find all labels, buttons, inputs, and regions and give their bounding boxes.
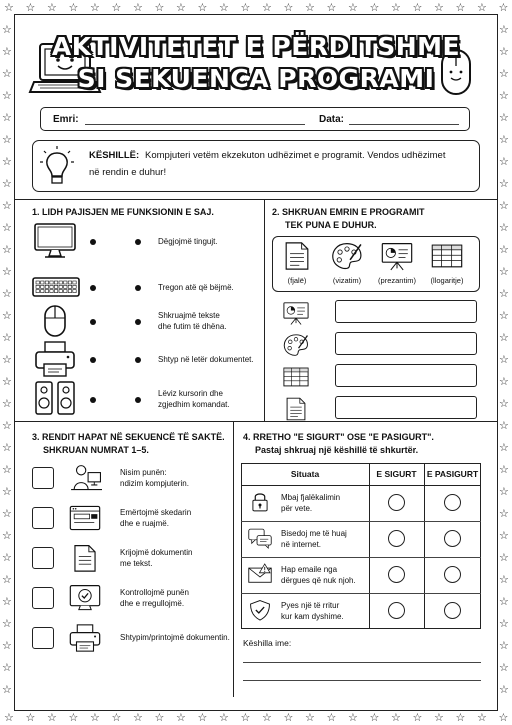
border-star: ☆ (2, 485, 12, 498)
table-column-header: E SIGURT (376, 469, 417, 479)
border-star: ☆ (434, 1, 444, 14)
border-star: ☆ (2, 133, 12, 146)
function-text: zgjedhim komandat. (158, 400, 230, 409)
step-number-box[interactable] (32, 547, 54, 569)
table-col-rule (369, 463, 370, 629)
border-star: ☆ (499, 441, 509, 454)
border-star: ☆ (499, 45, 509, 58)
border-star: ☆ (499, 397, 509, 410)
table-col-rule (424, 463, 425, 629)
border-star: ☆ (2, 221, 12, 234)
border-star: ☆ (25, 711, 36, 724)
shield-check-icon (247, 598, 273, 622)
page-title-line2: SI SEKUENCA PROGRAMI (77, 64, 435, 93)
save-window-icon (68, 503, 102, 533)
border-star: ☆ (176, 711, 186, 724)
safe-choice-circle[interactable] (388, 494, 405, 511)
border-star: ☆ (47, 1, 57, 14)
divider-top (15, 199, 497, 200)
mouse-icon (32, 302, 78, 340)
step-number-box[interactable] (32, 587, 54, 609)
unsafe-choice-circle[interactable] (444, 566, 461, 583)
step-text: dhe e rregullojmë. (120, 599, 185, 608)
border-star: ☆ (197, 711, 208, 724)
table-header-rule (241, 485, 481, 486)
advice-label: Këshilla ime: (243, 638, 292, 648)
monitor-icon (32, 222, 78, 260)
palette-icon (330, 241, 364, 271)
divider-middle (15, 421, 497, 422)
border-star: ☆ (2, 661, 12, 674)
border-star: ☆ (2, 23, 12, 36)
document-icon (282, 396, 310, 422)
program-label: (vizatim) (332, 276, 362, 285)
border-star: ☆ (262, 1, 272, 14)
border-star: ☆ (2, 419, 12, 432)
table-row-rule (241, 521, 481, 522)
border-star: ☆ (2, 595, 12, 608)
lock-icon (247, 490, 273, 514)
match-dot-left[interactable] (90, 397, 96, 403)
situation-text: kur kam dyshime. (281, 612, 344, 621)
border-star: ☆ (176, 1, 186, 14)
function-text: Tregon atë që bëjmë. (158, 283, 234, 292)
program-label: (prezantim) (378, 276, 416, 285)
date-label: Data: (319, 114, 345, 125)
match-dot-left[interactable] (90, 239, 96, 245)
border-star: ☆ (499, 639, 509, 652)
border-star: ☆ (219, 1, 229, 14)
printer-icon (32, 340, 78, 378)
match-dot-right[interactable] (135, 239, 141, 245)
function-text: dhe futim të dhëna. (158, 322, 227, 331)
border-star: ☆ (499, 529, 509, 542)
border-star: ☆ (499, 309, 509, 322)
situation-text: Mbaj fjalëkalimin (281, 493, 341, 502)
step-text: Krijojmë dokumentin (120, 548, 193, 557)
safe-choice-circle[interactable] (388, 530, 405, 547)
program-answer-field[interactable] (335, 364, 477, 387)
border-star: ☆ (499, 111, 509, 124)
border-star: ☆ (2, 177, 12, 190)
border-star: ☆ (369, 1, 380, 14)
border-star: ☆ (2, 463, 12, 476)
border-star: ☆ (2, 89, 12, 102)
situation-text: Pyes një të rritur (281, 601, 340, 610)
border-star: ☆ (90, 711, 100, 724)
border-star: ☆ (2, 639, 12, 652)
border-star: ☆ (499, 23, 509, 36)
step-number-box[interactable] (32, 507, 54, 529)
border-star: ☆ (2, 529, 12, 542)
function-text: Dëgjojmë tingujt. (158, 237, 218, 246)
border-star: ☆ (4, 1, 14, 14)
situation-text: dërgues që nuk njoh. (281, 576, 356, 585)
document-icon (280, 241, 314, 271)
border-star: ☆ (2, 111, 12, 124)
match-dot-left[interactable] (90, 285, 96, 291)
border-star: ☆ (2, 683, 12, 696)
match-dot-right[interactable] (135, 397, 141, 403)
border-star: ☆ (348, 711, 358, 724)
border-star: ☆ (2, 375, 12, 388)
border-star: ☆ (2, 199, 12, 212)
border-star: ☆ (25, 1, 36, 14)
check-screen-icon (68, 583, 102, 613)
tip-text-line1: Kompjuteri vetëm ekzekuton udhëzimet e programit. Vendos udhëzimet (145, 150, 446, 161)
border-star: ☆ (498, 711, 509, 724)
border-star: ☆ (455, 1, 466, 14)
border-star: ☆ (499, 155, 509, 168)
section3-heading-line2: SHKRUAN NUMRAT 1–5. (43, 445, 149, 455)
border-star: ☆ (305, 1, 315, 14)
step-text: ndizim kompjuterin. (120, 479, 189, 488)
presentation-icon (282, 300, 310, 326)
situation-text: për vete. (281, 504, 313, 513)
border-star: ☆ (369, 711, 380, 724)
section1-heading: 1. LIDH PAJISJEN ME FUNKSIONIN E SAJ. (32, 207, 214, 217)
advice-line-2[interactable] (243, 680, 481, 681)
situation-text: Hap emaile nga (281, 565, 338, 574)
step-number-box[interactable] (32, 467, 54, 489)
step-number-box[interactable] (32, 627, 54, 649)
name-label: Emri: (53, 114, 79, 125)
spreadsheet-icon (430, 241, 464, 271)
program-answer-field[interactable] (335, 332, 477, 355)
program-label: (fjalë) (287, 276, 307, 285)
border-star: ☆ (499, 89, 509, 102)
border-star: ☆ (499, 507, 509, 520)
border-star: ☆ (2, 397, 12, 410)
function-text: Shkruajmë tekste (158, 311, 220, 320)
border-star: ☆ (499, 683, 509, 696)
function-text: Shtyp në letër dokumentet. (158, 355, 254, 364)
step-text: Emërtojmë skedarin (120, 508, 192, 517)
border-star: ☆ (326, 711, 337, 724)
border-star: ☆ (154, 711, 165, 724)
border-star: ☆ (499, 265, 509, 278)
tip-label: KËSHILLË: (89, 150, 140, 161)
border-star: ☆ (133, 711, 143, 724)
border-star: ☆ (262, 711, 272, 724)
border-star: ☆ (499, 595, 509, 608)
divider-v-upper (264, 199, 265, 421)
border-star: ☆ (499, 617, 509, 630)
border-star: ☆ (499, 573, 509, 586)
border-star: ☆ (90, 1, 100, 14)
border-star: ☆ (240, 1, 251, 14)
step-text: Nisim punën: (120, 468, 167, 477)
border-star: ☆ (499, 331, 509, 344)
match-dot-left[interactable] (90, 319, 96, 325)
border-star: ☆ (2, 309, 12, 322)
spreadsheet-icon (282, 364, 310, 390)
table-column-header: Situata (290, 469, 320, 479)
match-dot-right[interactable] (135, 357, 141, 363)
border-star: ☆ (283, 711, 294, 724)
border-star: ☆ (2, 331, 12, 344)
border-star: ☆ (283, 1, 294, 14)
chat-icon (247, 526, 273, 550)
border-star: ☆ (391, 711, 401, 724)
lightbulb-icon (39, 145, 75, 187)
border-star: ☆ (498, 1, 509, 14)
program-label: (llogaritje) (430, 276, 464, 285)
border-star: ☆ (197, 1, 208, 14)
border-star: ☆ (499, 133, 509, 146)
section2-heading-line1: 2. SHKRUAN EMRIN E PROGRAMIT (272, 207, 425, 217)
page-title-line1: AKTIVITETET E PËRDITSHME (51, 32, 461, 61)
border-star: ☆ (2, 573, 12, 586)
unsafe-choice-circle[interactable] (444, 494, 461, 511)
border-star: ☆ (2, 265, 12, 278)
border-star: ☆ (499, 485, 509, 498)
border-star: ☆ (477, 711, 487, 724)
border-star: ☆ (2, 441, 12, 454)
match-dot-left[interactable] (90, 357, 96, 363)
divider-v-lower (233, 421, 234, 697)
border-star: ☆ (499, 199, 509, 212)
border-star: ☆ (499, 177, 509, 190)
function-text: Lëviz kursorin dhe (158, 389, 223, 398)
border-star: ☆ (499, 375, 509, 388)
border-star: ☆ (499, 221, 509, 234)
border-star: ☆ (412, 1, 423, 14)
border-star: ☆ (499, 353, 509, 366)
border-star: ☆ (154, 1, 165, 14)
border-star: ☆ (68, 1, 79, 14)
safe-choice-circle[interactable] (388, 566, 405, 583)
speakers-icon (32, 380, 78, 418)
unsafe-choice-circle[interactable] (444, 530, 461, 547)
section4-heading-line1: 4. RRETHO "E SIGURT" OSE "E PASIGURT". (243, 432, 434, 442)
computer-user-icon (68, 463, 102, 493)
program-answer-field[interactable] (335, 300, 477, 323)
table-column-header: E PASIGURT (426, 469, 479, 479)
presentation-icon (380, 241, 414, 271)
border-star: ☆ (499, 287, 509, 300)
border-star: ☆ (4, 711, 14, 724)
step-text: Kontrollojmë punën (120, 588, 189, 597)
border-star: ☆ (47, 711, 57, 724)
border-star: ☆ (391, 1, 401, 14)
match-dot-right[interactable] (135, 285, 141, 291)
border-star: ☆ (499, 463, 509, 476)
border-star: ☆ (499, 243, 509, 256)
border-star: ☆ (111, 1, 122, 14)
border-star: ☆ (499, 419, 509, 432)
border-star: ☆ (2, 67, 12, 80)
unsafe-choice-circle[interactable] (444, 602, 461, 619)
date-field[interactable] (349, 124, 459, 125)
border-star: ☆ (2, 45, 12, 58)
step-text: dhe e ruajmë. (120, 519, 169, 528)
border-star: ☆ (2, 551, 12, 564)
border-star: ☆ (240, 711, 251, 724)
table-row-rule (241, 593, 481, 594)
step-text: me tekst. (120, 559, 153, 568)
step-text: Shtypim/printojmë dokumentin. (120, 633, 230, 642)
border-star: ☆ (499, 67, 509, 80)
safe-choice-circle[interactable] (388, 602, 405, 619)
border-star: ☆ (2, 353, 12, 366)
border-star: ☆ (434, 711, 444, 724)
border-star: ☆ (2, 243, 12, 256)
border-star: ☆ (499, 661, 509, 674)
advice-line-1[interactable] (243, 662, 481, 663)
border-star: ☆ (111, 711, 122, 724)
warning-email-icon (247, 562, 273, 586)
border-star: ☆ (219, 711, 229, 724)
situation-text: në internet. (281, 540, 322, 549)
border-star: ☆ (499, 551, 509, 564)
border-star: ☆ (133, 1, 143, 14)
section4-heading-line2: Pastaj shkruaj një këshillë të shkurtër. (255, 445, 419, 455)
border-star: ☆ (326, 1, 337, 14)
situation-text: Bisedoj me të huaj (281, 529, 347, 538)
new-document-icon (68, 543, 102, 573)
tip-text-line2: në rendin e duhur! (89, 167, 167, 178)
match-dot-right[interactable] (135, 319, 141, 325)
border-star: ☆ (348, 1, 358, 14)
border-star: ☆ (477, 1, 487, 14)
name-field[interactable] (85, 124, 305, 125)
section2-heading-line2: TEK PUNA E DUHUR. (285, 220, 377, 230)
section3-heading-line1: 3. RENDIT HAPAT NË SEKUENCË TË SAKTË. (32, 432, 225, 442)
palette-icon (282, 332, 310, 358)
printer-icon (68, 623, 102, 653)
keyboard-icon (32, 268, 78, 306)
border-star: ☆ (305, 711, 315, 724)
border-star: ☆ (2, 507, 12, 520)
border-star: ☆ (2, 287, 12, 300)
border-star: ☆ (2, 155, 12, 168)
program-answer-field[interactable] (335, 396, 477, 419)
border-star: ☆ (2, 617, 12, 630)
name-date-bar (40, 107, 470, 131)
border-star: ☆ (455, 711, 466, 724)
border-star: ☆ (68, 711, 79, 724)
tip-box (32, 140, 480, 192)
table-row-rule (241, 557, 481, 558)
border-star: ☆ (412, 711, 423, 724)
